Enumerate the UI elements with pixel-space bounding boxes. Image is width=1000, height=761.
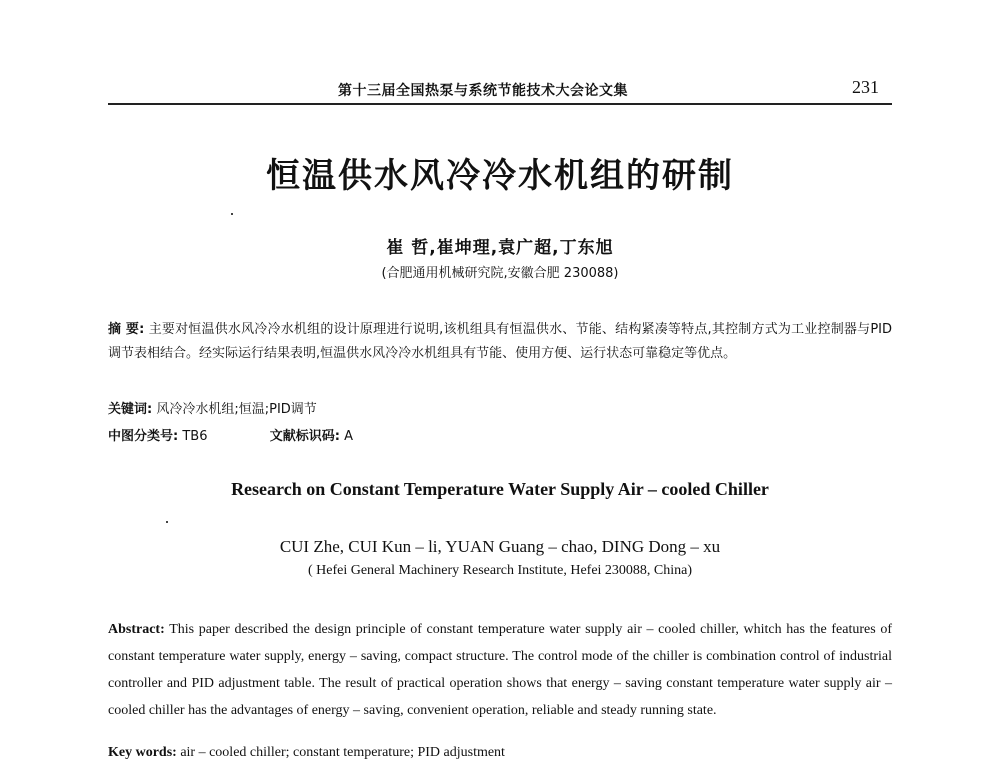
chinese-keywords: [108, 398, 317, 417]
english-affiliation: ( Hefei General Machinery Research Institute, Hefei 230088, China): [307, 563, 693, 578]
classification-value: TB6: [182, 429, 208, 444]
document-code-value: A: [344, 429, 354, 444]
scan-speck: [231, 213, 233, 215]
header-rule: [108, 103, 892, 105]
english-title: Research on Constant Temperature Water Supply Air – cooled Chiller: [231, 479, 769, 499]
chinese-keywords-text: 风冷冷水机组;恒温;PID调节: [156, 402, 317, 417]
chinese-keywords-label: 关键词:: [108, 402, 153, 417]
document-code-label: 文献标识码:: [269, 429, 340, 444]
english-keywords: [108, 745, 505, 761]
english-abstract-text: This paper described the design principle of constant temperature water supply air – cooled chiller, whitch has the features of constant temperature water supply, energy – saving, compact structure. The control mode of the chiller is combination control of industrial controller and PID adjustment table. The result of practical operation shows that energy – saving constant temperature water supply air – cooled chiller has the advantages of energy – saving, convenient operation, reliable and steady running state.: [108, 622, 893, 718]
scan-speck: [166, 521, 168, 523]
classification-line: [108, 425, 353, 444]
chinese-abstract-text: 主要对恒温供水风冷冷水机组的设计原理进行说明,该机组具有恒温供水、节能、结构紧凑等特点,其控制方式为工业控制器与PID调节表相结合。经实际运行结果表明,恒温供水风冷冷水机组具有节能、使用方便、运行状态可靠稳定等优点。: [108, 322, 892, 361]
english-keywords-text: air – cooled chiller; constant temperature; PID adjustment: [180, 745, 505, 760]
page-number: 231: [852, 77, 879, 97]
chinese-affiliation: (合肥通用机械研究院,安徽合肥 230088): [381, 266, 619, 281]
english-abstract: [108, 616, 892, 724]
chinese-abstract: [108, 318, 892, 366]
classification-label: 中图分类号:: [108, 429, 179, 444]
chinese-abstract-label: 摘 要:: [108, 322, 145, 337]
running-header: 第十三届全国热泵与系统节能技术大会论文集: [338, 83, 628, 99]
chinese-authors: 崔 哲,崔坤理,袁广超,丁东旭: [386, 238, 614, 258]
english-authors: CUI Zhe, CUI Kun – li, YUAN Guang – chao, DING Dong – xu: [279, 537, 721, 556]
english-abstract-label: Abstract:: [108, 622, 165, 637]
english-keywords-label: Key words:: [108, 745, 177, 760]
chinese-title: 恒温供水风冷冷水机组的研制: [266, 156, 734, 196]
